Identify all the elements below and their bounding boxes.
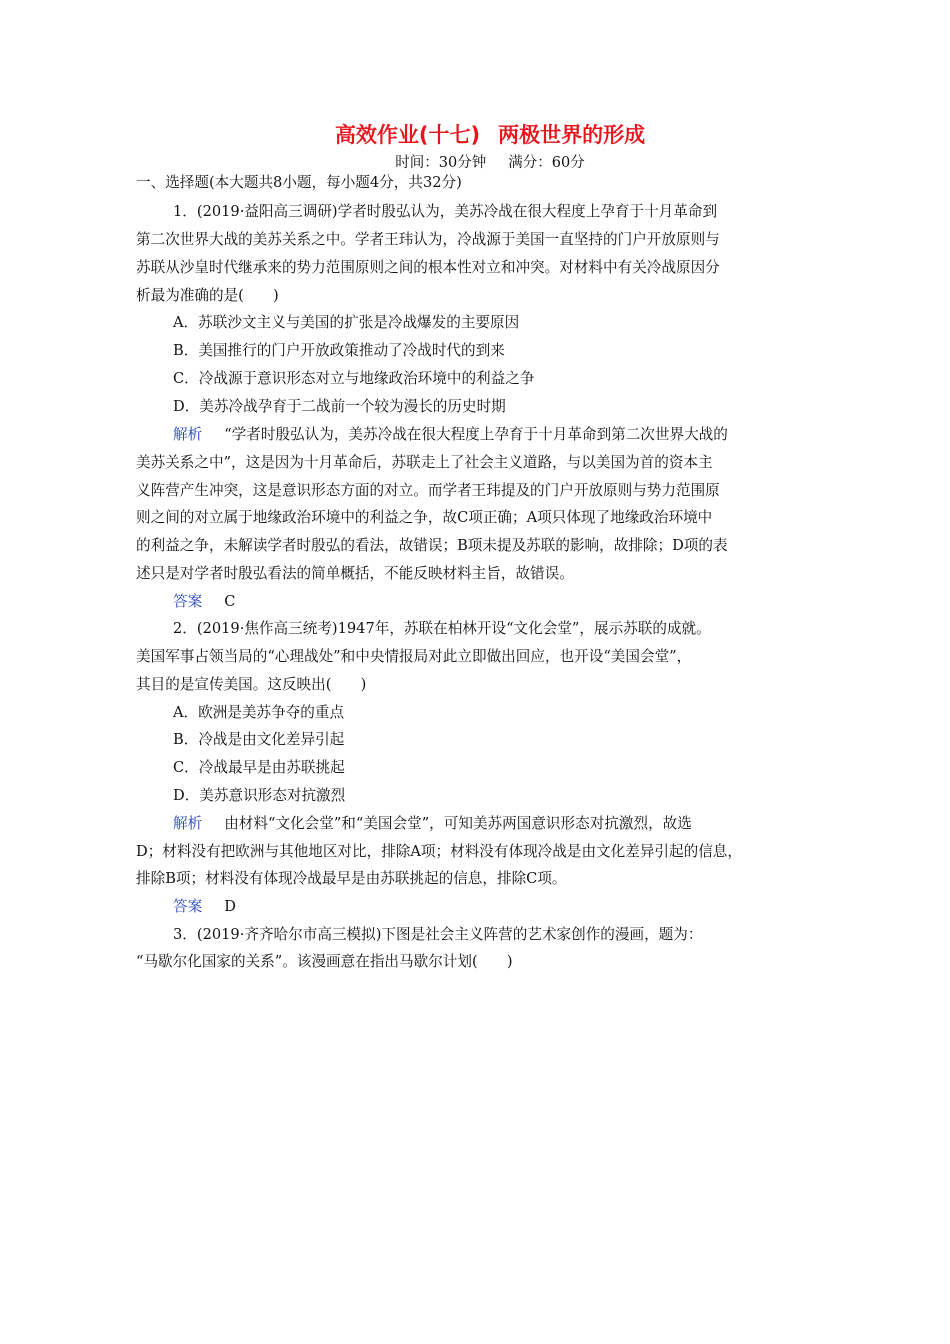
- page-title: [0, 119, 950, 149]
- q1-stem-line: 1．(2019·益阳高三调研)学者时殷弘认为，美苏冷战在很大程度上孕育于十月革命到: [173, 203, 718, 220]
- q1-analysis-line: 的利益之争，未解读学者时殷弘的看法，故错误；B项未提及苏联的影响，故排除；D项的表: [136, 537, 728, 554]
- q1-option-a: A．苏联沙文主义与美国的扩张是冷战爆发的主要原因: [173, 314, 520, 331]
- q1-answer-value: C: [224, 593, 236, 610]
- title-topic: 两极世界的形成: [498, 123, 646, 147]
- q2-analysis-label: 解析: [173, 815, 203, 832]
- q2-stem-line: 美国军事占领当局的“心理战处”和中央情报局对此立即做出回应，也开设“美国会堂”，: [136, 648, 692, 665]
- q1-option-b: B．美国推行的门户开放政策推动了冷战时代的到来: [173, 342, 505, 359]
- q2-answer-value: D: [224, 898, 236, 915]
- q2-stem-line: 其目的是宣传美国。这反映出( ): [136, 676, 367, 693]
- full-score: 满分：60分: [508, 155, 585, 171]
- q2-answer: [173, 897, 236, 917]
- q1-stem-line: 析最为准确的是( ): [136, 287, 279, 304]
- time-limit: 时间：30分钟: [395, 155, 487, 171]
- q2-option-c: C．冷战最早是由苏联挑起: [173, 759, 345, 776]
- title-series: 高效作业(十七): [334, 123, 481, 147]
- q2-option-b: B．冷战是由文化差异引起: [173, 731, 345, 748]
- q2-answer-label: 答案: [173, 898, 203, 915]
- q1-analysis-line: 义阵营产生冲突，这是意识形态方面的对立。而学者王玮提及的门户开放原则与势力范围原: [136, 482, 720, 499]
- q1-analysis: [173, 425, 728, 445]
- q2-analysis: [173, 814, 692, 834]
- q2-option-a: A．欧洲是美苏争夺的重点: [173, 704, 345, 721]
- q1-answer: [173, 592, 235, 612]
- q3-stem-line: “马歇尔化国家的关系”。该漫画意在指出马歇尔计划( ): [136, 953, 513, 970]
- q1-analysis-line: 美苏关系之中”，这是因为十月革命后，苏联走上了社会主义道路，与以美国为首的资本主: [136, 454, 713, 471]
- q1-option-c: C．冷战源于意识形态对立与地缘政治环境中的利益之争: [173, 370, 535, 387]
- q1-analysis-line: 述只是对学者时殷弘看法的简单概括，不能反映材料主旨，故错误。: [136, 565, 574, 582]
- section-heading: 一、选择题(本大题共8小题，每小题4分，共32分): [136, 174, 462, 191]
- q1-analysis-line: 则之间的对立属于地缘政治环境中的利益之争，故C项正确；A项只体现了地缘政治环境中: [136, 509, 713, 526]
- q2-stem-line: 2．(2019·焦作高三统考)1947年，苏联在柏林开设“文化会堂”，展示苏联的成就。: [173, 620, 711, 637]
- q2-option-d: D．美苏意识形态对抗激烈: [173, 787, 346, 804]
- q2-analysis-text: 由材料“文化会堂”和“美国会堂”，可知美苏两国意识形态对抗激烈，故选: [224, 815, 692, 832]
- exam-meta: [0, 151, 950, 172]
- q1-answer-label: 答案: [173, 593, 203, 610]
- q2-analysis-line: 排除B项；材料没有体现冷战最早是由苏联挑起的信息，排除C项。: [136, 870, 567, 887]
- q3-stem-line: 3．(2019·齐齐哈尔市高三模拟)下图是社会主义阵营的艺术家创作的漫画，题为：: [173, 926, 703, 943]
- q1-analysis-label: 解析: [173, 426, 203, 443]
- q1-analysis-text: “学者时殷弘认为，美苏冷战在很大程度上孕育于十月革命到第二次世界大战的: [224, 426, 728, 443]
- q1-stem-line: 第二次世界大战的美苏关系之中。学者王玮认为，冷战源于美国一直坚持的门户开放原则与: [136, 231, 720, 248]
- q1-option-d: D．美苏冷战孕育于二战前一个较为漫长的历史时期: [173, 398, 506, 415]
- q2-analysis-line: D；材料没有把欧洲与其他地区对比，排除A项；材料没有体现冷战是由文化差异引起的信息，: [136, 843, 742, 860]
- q1-stem-line: 苏联从沙皇时代继承来的势力范围原则之间的根本性对立和冲突。对材料中有关冷战原因分: [136, 259, 720, 276]
